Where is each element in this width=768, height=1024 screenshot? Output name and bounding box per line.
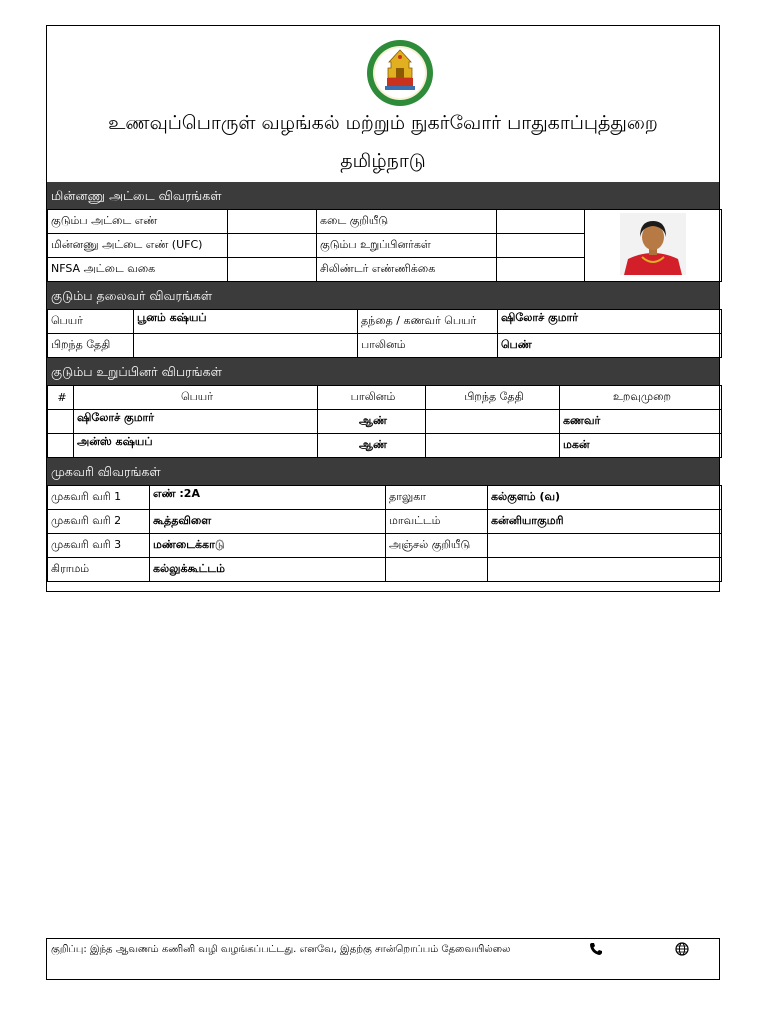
name-label: பெயர் bbox=[48, 310, 134, 334]
phone-icon bbox=[589, 942, 603, 956]
name-value: பூனம் கஷ்யப் bbox=[134, 310, 358, 334]
state-title: தமிழ்நாடு bbox=[340, 150, 426, 172]
table-row bbox=[48, 486, 722, 510]
ufc-card-number-value bbox=[228, 234, 317, 258]
cylinder-count-label: சிலிண்டர் எண்ணிக்கை bbox=[317, 258, 497, 282]
card-section-heading: மின்னணு அட்டை விவரங்கள் bbox=[47, 182, 719, 209]
gender-label: பாலினம் bbox=[358, 334, 498, 358]
member-number bbox=[48, 434, 74, 458]
pincode-value bbox=[488, 534, 722, 558]
taluk-value: கல்குளம் (வ) bbox=[488, 486, 722, 510]
cardholder-photo bbox=[620, 213, 686, 275]
village-value: கல்லுக்கூட்டம் bbox=[150, 558, 386, 582]
member-gender: ஆண் bbox=[318, 410, 426, 434]
nfsa-card-type-label: NFSA அட்டை வகை bbox=[48, 258, 228, 282]
address-table bbox=[47, 485, 722, 582]
gender-value: பெண் bbox=[498, 334, 722, 358]
pincode-label: அஞ்சல் குறியீடு bbox=[386, 534, 488, 558]
table-row bbox=[48, 558, 722, 582]
column-header-dob: பிறந்த தேதி bbox=[426, 386, 560, 410]
column-header-relation: உறவுமுறை bbox=[560, 386, 722, 410]
address-line3-label: முகவரி வரி 3 bbox=[48, 534, 150, 558]
member-dob bbox=[426, 434, 560, 458]
address-line1-label: முகவரி வரி 1 bbox=[48, 486, 150, 510]
globe-icon bbox=[675, 942, 689, 956]
address-section-heading: முகவரி விவரங்கள் bbox=[47, 458, 719, 485]
column-header-number: # bbox=[48, 386, 74, 410]
address-line2-value: கூத்தவிளை bbox=[150, 510, 386, 534]
document-footer bbox=[46, 938, 720, 980]
family-members-label: குடும்ப உறுப்பினர்கள் bbox=[317, 234, 497, 258]
member-relation: கணவர் bbox=[560, 410, 722, 434]
document-header bbox=[47, 26, 719, 182]
nfsa-card-type-value bbox=[228, 258, 317, 282]
table-header-row bbox=[48, 386, 722, 410]
member-dob bbox=[426, 410, 560, 434]
column-header-name: பெயர் bbox=[74, 386, 318, 410]
members-table bbox=[47, 385, 722, 458]
table-row bbox=[48, 210, 722, 234]
table-row bbox=[48, 510, 722, 534]
dob-label: பிறந்த தேதி bbox=[48, 334, 134, 358]
table-row bbox=[48, 334, 722, 358]
head-details-table bbox=[47, 309, 722, 358]
empty-label bbox=[386, 558, 488, 582]
village-label: கிராமம் bbox=[48, 558, 150, 582]
photo-cell bbox=[585, 210, 722, 282]
family-members-value bbox=[497, 234, 585, 258]
father-husband-value: ஷிலோச் குமார் bbox=[498, 310, 722, 334]
shop-code-label: கடை குறியீடு bbox=[317, 210, 497, 234]
shop-code-value bbox=[497, 210, 585, 234]
department-title: உணவுப்பொருள் வழங்கல் மற்றும் நுகர்வோர் பாதுகாப்புத்துறை bbox=[108, 112, 658, 134]
table-row bbox=[48, 310, 722, 334]
column-header-gender: பாலினம் bbox=[318, 386, 426, 410]
table-row bbox=[48, 410, 722, 434]
table-row bbox=[48, 434, 722, 458]
address-line1-value: எண் :2A bbox=[150, 486, 386, 510]
head-section-heading: குடும்ப தலைவர் விவரங்கள் bbox=[47, 282, 719, 309]
address-line2-label: முகவரி வரி 2 bbox=[48, 510, 150, 534]
family-card-number-value bbox=[228, 210, 317, 234]
ufc-card-number-label: மின்னணு அட்டை எண் (UFC) bbox=[48, 234, 228, 258]
cylinder-count-value bbox=[497, 258, 585, 282]
district-label: மாவட்டம் bbox=[386, 510, 488, 534]
empty-value bbox=[488, 558, 722, 582]
member-number bbox=[48, 410, 74, 434]
member-name: அன்ஸ் கஷ்யப் bbox=[74, 434, 318, 458]
father-husband-label: தந்தை / கணவர் பெயர் bbox=[358, 310, 498, 334]
dob-value bbox=[134, 334, 358, 358]
member-name: ஷிலோச் குமார் bbox=[74, 410, 318, 434]
taluk-label: தாலுகா bbox=[386, 486, 488, 510]
member-gender: ஆண் bbox=[318, 434, 426, 458]
footer-note: குறிப்பு: இந்த ஆவணம் கணினி வழி வழங்கப்பட்டது. எனவே, இதற்கு சான்றொப்பம் தேவையில்லை bbox=[51, 944, 511, 955]
members-section-heading: குடும்ப உறுப்பினர் விபரங்கள் bbox=[47, 358, 719, 385]
card-details-table bbox=[47, 209, 722, 282]
district-value: கன்னியாகுமரி bbox=[488, 510, 722, 534]
table-row bbox=[48, 534, 722, 558]
ration-card-sheet bbox=[46, 25, 720, 592]
tamil-nadu-emblem-icon bbox=[365, 38, 435, 108]
address-line3-value: மண்டைக்காடு bbox=[150, 534, 386, 558]
member-relation: மகன் bbox=[560, 434, 722, 458]
family-card-number-label: குடும்ப அட்டை எண் bbox=[48, 210, 228, 234]
